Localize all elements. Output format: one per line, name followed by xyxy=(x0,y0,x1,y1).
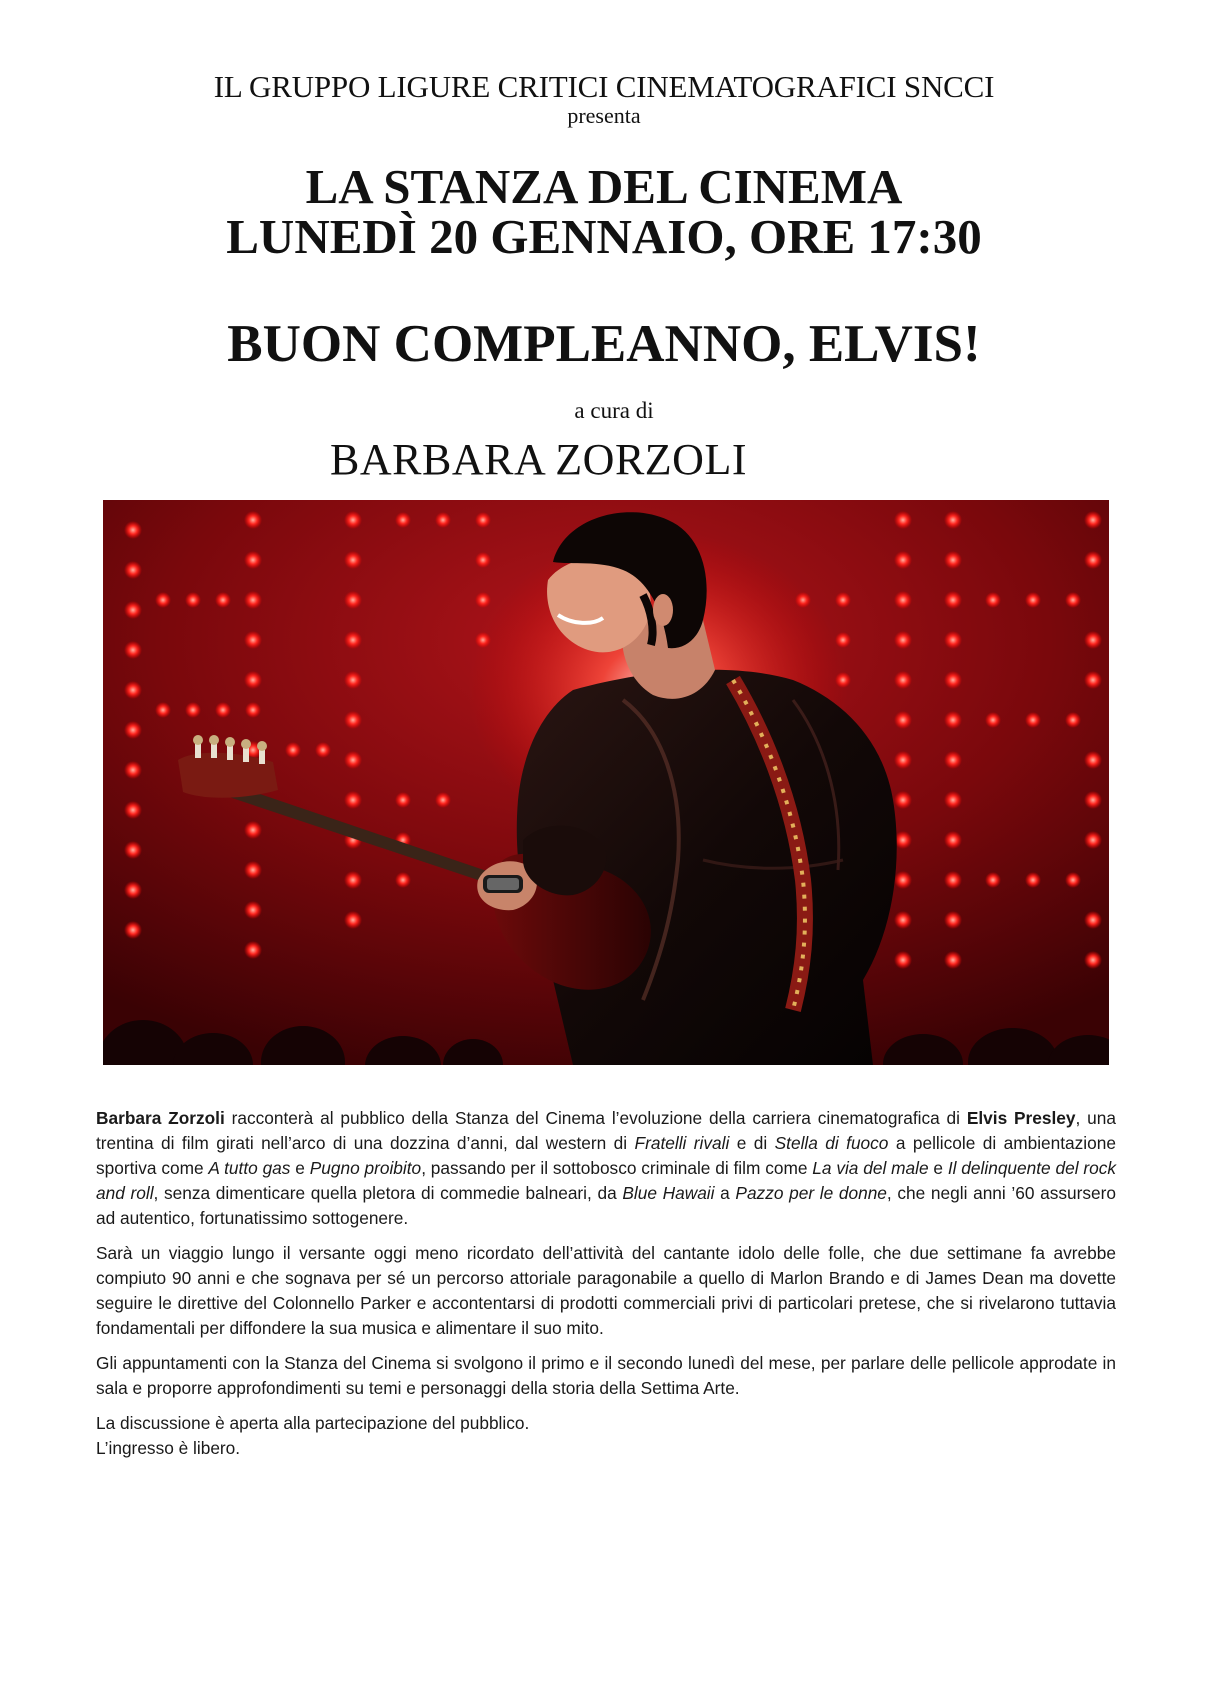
text-span: , senza dimenticare quella pletora di commedie balneari, da xyxy=(153,1183,623,1203)
film-title: Blue Hawaii xyxy=(622,1183,715,1203)
text-span: , una trentina di film girati nell’arco di una dozzina d’anni, dal western di xyxy=(96,1108,1116,1153)
closing-entry: L’ingresso è libero. xyxy=(96,1438,241,1458)
event-name: LA STANZA DEL CINEMA xyxy=(305,159,903,214)
description-text xyxy=(96,1106,1116,1461)
film-title: Il delinquente del rock and roll xyxy=(96,1158,1117,1203)
film-title: Pazzo per le donne xyxy=(735,1183,887,1203)
organization-name: IL GRUPPO LIGURE CRITICI CINEMATOGRAFICI SNCCI xyxy=(213,69,995,104)
film-title: Fratelli rivali xyxy=(634,1133,730,1153)
presents-label: presenta xyxy=(567,103,641,128)
text-span: racconterà al pubblico della Stanza del Cinema l’evoluzione della carriera cinematografica di xyxy=(224,1108,967,1128)
paragraph-schedule: Gli appuntamenti con la Stanza del Cinema si svolgono il primo e il secondo lunedì del mese, per parlare delle pellicole approdate in sala e proporre approfondimenti su temi e personaggi della storia della Settima Arte. xyxy=(96,1353,1116,1398)
film-title: Stella di fuoco xyxy=(774,1133,889,1153)
paragraph-career: Sarà un viaggio lungo il versante oggi meno ricordato dell’attività del cantante idolo delle folle, che due settimane fa avrebbe compiuto 90 anni e che sognava per sé un percorso attoriale paragonabile a quello di Marlon Brando e di James Dean ma dovette seguire le direttive del Colonnello Parker e accontentarsi di prodotti commerciali privi di particolari pretese, che si rivelarono tuttavia fondamentali per diffondere la sua musica e alimentare il suo mito. xyxy=(96,1243,1116,1338)
text-span: a xyxy=(714,1183,736,1203)
event-date: LUNEDÌ 20 GENNAIO, ORE 17:30 xyxy=(226,209,982,264)
text-span: e xyxy=(290,1158,310,1178)
film-title: A tutto gas xyxy=(208,1158,291,1178)
film-title: La via del male xyxy=(812,1158,929,1178)
curator-name-bold: Barbara Zorzoli xyxy=(96,1108,225,1128)
curated-by-label: a cura di xyxy=(574,398,654,423)
main-title: BUON COMPLEANNO, ELVIS! xyxy=(227,315,981,373)
curator-name: BARBARA ZORZOLI xyxy=(330,435,747,484)
elvis-name-bold: Elvis Presley xyxy=(966,1108,1076,1128)
text-span: e xyxy=(928,1158,948,1178)
text-span: e di xyxy=(729,1133,775,1153)
closing-discussion: La discussione è aperta alla partecipazione del pubblico. xyxy=(96,1413,530,1433)
text-span: , che negli anni ’60 assursero ad autentico, fortunatissimo sottogenere. xyxy=(96,1183,1117,1228)
text-span: , passando per il sottobosco criminale di film come xyxy=(421,1158,813,1178)
paragraph-intro xyxy=(96,1106,1116,1231)
text-span: a pellicole di ambientazione sportiva come xyxy=(96,1133,1116,1178)
film-title: Pugno proibito xyxy=(309,1158,422,1178)
elvis-photo xyxy=(103,500,1109,1065)
